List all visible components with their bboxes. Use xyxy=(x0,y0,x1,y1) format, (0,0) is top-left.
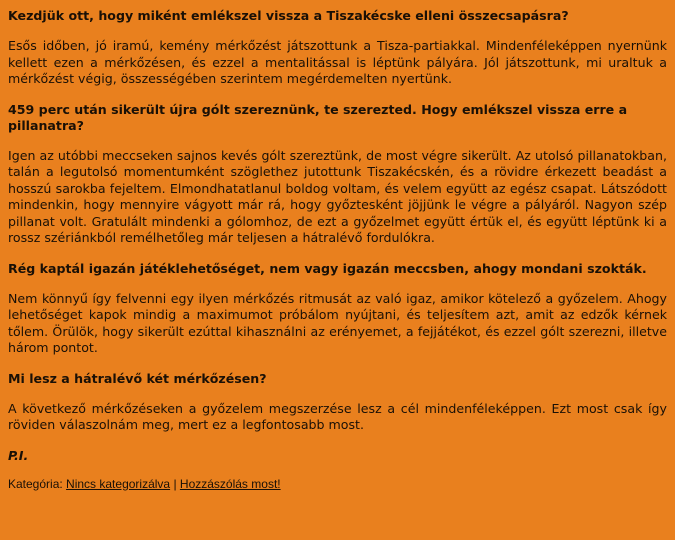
interview-question-1: Kezdjük ott, hogy miként emlékszel vissza a Tiszakécske elleni összecsapásra? xyxy=(8,8,569,23)
meta-separator: | xyxy=(173,476,177,491)
interview-question-3: Rég kaptál igazán játéklehetőséget, nem vagy igazán meccsben, ahogy mondani szokták. xyxy=(8,260,647,276)
interview-question-4: Mi lesz a hátralévő két mérkőzésen? xyxy=(8,370,267,386)
interview-question-2: 459 perc után sikerült újra gólt szereznünk, te szerezted. Hogy emlékszel vissza erre a pillanatra? xyxy=(8,101,628,133)
interview-answer-4: A következő mérkőzéseken a győzelem megszerzése lesz a cél mindenféleképpen. Ezt most csak így röviden válaszolnám meg, mert ez a legfontosabb most. xyxy=(8,400,667,432)
comment-link[interactable]: Hozzászólás most! xyxy=(179,476,281,491)
post-meta xyxy=(8,476,667,492)
author-signature: P.I. xyxy=(8,447,29,463)
interview-answer-3: Nem könnyű így felvenni egy ilyen mérkőzés ritmusát az való igaz, amikor kötelező a győzelem. Ahogy lehetőséget kapok mindig a maximumot próbálom nyújtani, és teljesítem azt, amit az edzők kérnek tőlem. Örülök, hogy sikerült ezúttal kihasználni az erényemet, a fejjátékot, és ezzel gólt szerezni, illetve három pontot. xyxy=(8,290,667,355)
interview-answer-2: Igen az utóbbi meccseken sajnos kevés gólt szereztünk, de most végre sikerült. Az utolsó pillanatokban, talán a legutolsó momentumként szöglethez jutottunk Tiszakécskén, és a rövidre érkezett beadást a hosszú sarokba fejeltem. Elmondhatatlanul boldog voltam, és velem együtt az egész csapat. Látszódott mindenkin, hogy mennyire vágyott már rá, hogy győztesként jöjjünk le végre a pályáról. Nagyon szép pillanat volt. Gratulált mindenki a gólomhoz, de ezt a győzelmet együtt értük el, és együtt léptünk ki a rossz szériánkból remélhetőleg már teljesen a hátralévő fordulókra. xyxy=(8,147,667,245)
interview-answer-1: Esős időben, jó iramú, kemény mérkőzést játszottunk a Tisza-partiakkal. Mindenféleképpen nyernünk kellett ezen a mérkőzésen, és ezzel a mentalitással is léptünk pályára. Jól játszottunk, mi uraltuk a mérkőzést végig, összességében szerintem megérdemelten nyertünk. xyxy=(8,38,667,86)
category-prefix: Kategória: xyxy=(8,476,63,491)
category-link[interactable]: Nincs kategorizálva xyxy=(66,476,171,491)
